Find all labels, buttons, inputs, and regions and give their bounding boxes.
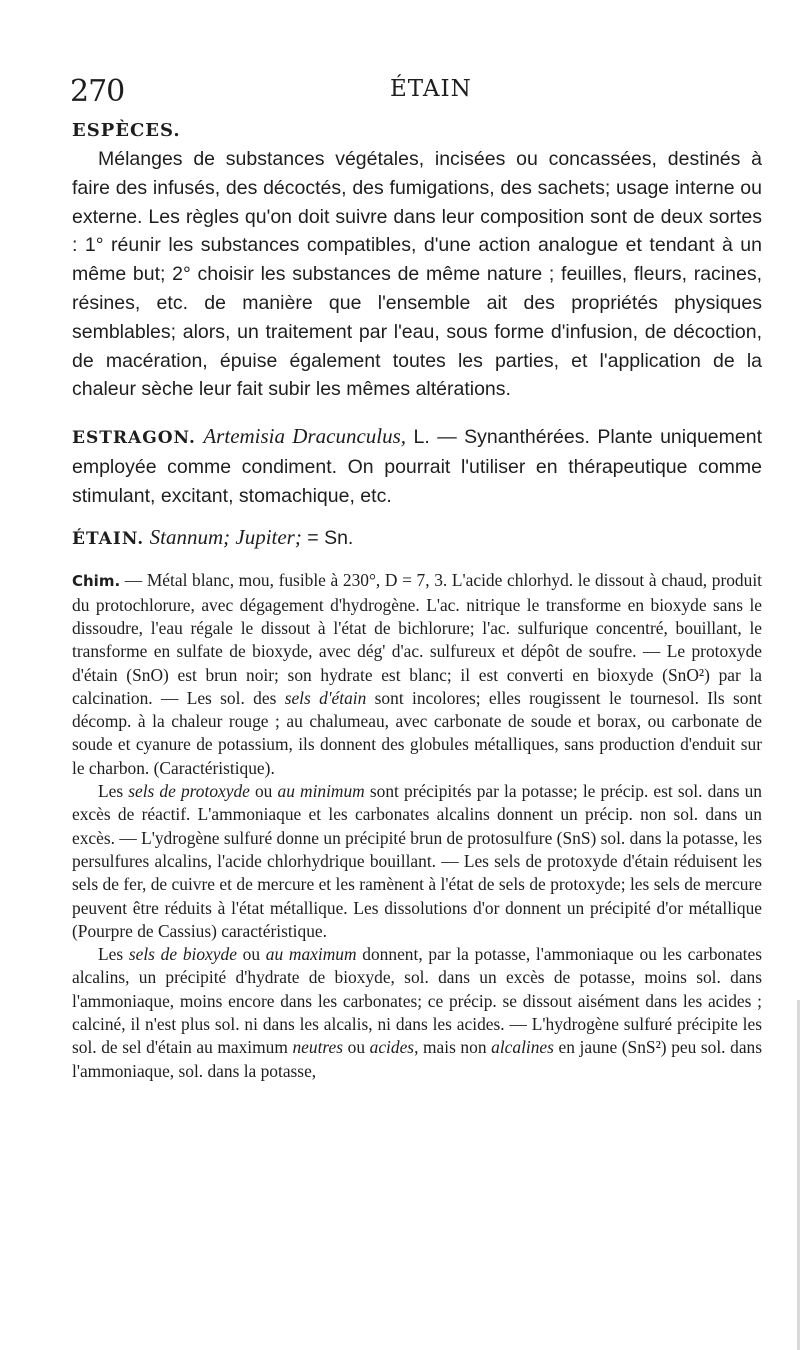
especes-text: Mélanges de substances végétales, incisées ou concassées, destinés à faire des infusés, des décoctés, des fumigations, des sachets; usage interne ou externe. Les règles qu'on doit suivre dans leur composition sont de deux sortes : 1° réunir les substances compatibles, d'une action analogue et tendant à un même but; 2° choisir les substances de même nature ; feuilles, fleurs, racines, résines, etc. de manière que l'ensemble ait des propriétés physiques semblables; alors, un traitement par l'eau, sous forme d'infusion, de décoction, de macération, épuise également toutes les parties, et l'application de la chaleur sèche leur fait subir les mêmes altérations. [72, 148, 762, 401]
p2-mid: ou [249, 781, 278, 802]
p3-start: Les [98, 944, 129, 965]
p2-rest: sont précipités par la potasse; le précip. est sol. dans un excès de réactif. L'ammoniaque et les carbonates alcalins donnent un précip. non sol. dans un excès. — L'ydrogène sulfuré donne un précipité brun de protosulfure (SnS) sol. dans la potasse, les persulfures alcalins, l'acide chlorhydrique bouillant. — Les sels de protoxyde d'étain réduisent les sels de fer, de cuivre et de mercure et les ramènent à l'état de sels de protoxyde; les sels de mercure peuvent être réduits à l'état métallique. Les dissolutions d'or donnent un précipité d'or métallique (Pourpre de Cassius) caractéristique. [72, 781, 762, 941]
page-content [72, 120, 762, 1083]
page-header [70, 74, 750, 114]
chim-ital-sels-etain: sels d'étain [284, 687, 367, 708]
estragon-entry [72, 422, 762, 510]
estragon-text: L. — Synanthérées. Plante uniquement employée comme condiment. On pourrait l'utiliser en thérapeutique comme stimulant, excitant, stomachique, etc. [72, 426, 762, 507]
page-number: 270 [70, 74, 125, 109]
especes-heading: ESPÈCES. [72, 120, 181, 141]
p3-or: ou [343, 1037, 370, 1058]
p3-ital-neutres: neutres [292, 1037, 344, 1058]
p3-ital-maximum: au maximum [265, 944, 357, 965]
p3-ital-alcalines: alcalines [491, 1037, 554, 1058]
chim-label: Chim. [72, 572, 121, 591]
p3-ital-acides: acides [369, 1037, 415, 1058]
chim-paragraph-1 [72, 569, 762, 780]
p3-rest: donnent, par la potasse, l'ammoniaque ou les carbonates alcalins, un précipité d'hydrate de bioxyde, sol. dans un excès de potasse, moins sol. dans l'ammoniaque, moins encore dans les carbonates; ce précip. se dissout aisément dans les acides ; calciné, il n'est plus sol. ni dans les alcalis, ni dans les acides. — L'hydrogène sulfuré précipite les sol. de sel d'étain au maximum [72, 944, 762, 1058]
especes-paragraph [72, 145, 762, 404]
p3-ital-bioxyde: sels de bioxyde [128, 944, 237, 965]
etain-entry [72, 523, 762, 554]
p2-ital-protoxyde: sels de protoxyde [128, 781, 250, 802]
chim-paragraph-3 [72, 943, 762, 1083]
p3-mid2: , mais non [414, 1037, 492, 1058]
p2-ital-minimum: au minimum [277, 781, 365, 802]
etain-heading: ÉTAIN. [72, 528, 145, 549]
running-title: ÉTAIN [390, 76, 472, 102]
p3-end: en jaune (SnS²) peu sol. dans l'ammoniaque, sol. dans la potasse, [72, 1037, 763, 1081]
estragon-latin: Artemisia Dracunculus, [203, 424, 407, 449]
chim-text-1: — Métal blanc, mou, fusible à 230°, D = 7, 3. L'acide chlorhyd. le dissout à chaud, produit du protochlorure, avec dégagement d'hydrogène. L'ac. nitrique le transforme en bioxyde sans le dissoudre, l'eau régale le dissout à l'état de bichlorure; l'ac. sulfurique concentré, bouillant, le transforme en sulfate de bioxyde, avec dég' d'ac. sulfureux et dépôt de soufre. — Le protoxyde d'étain (SnO) est brun noir; son hydrate est blanc; il est converti en bioxyde (SnO²) par la calcination. — Les sol. des [72, 570, 762, 708]
etain-latin: Stannum; Jupiter; [149, 524, 302, 549]
chim-text-1-end: sont incolores; elles rougissent le tournesol. Ils sont décomp. à la chaleur rouge ; au chalumeau, avec carbonate de soude et borax, ou carbonate de soude et cyanure de potassium, ils donnent des globules métalliques, sans production d'enduit sur le charbon. (Caractéristique). [72, 687, 762, 778]
etain-symbol: = Sn. [301, 526, 354, 549]
estragon-heading: ESTRAGON. [72, 428, 196, 449]
p3-mid: ou [236, 944, 266, 965]
p2-start: Les [98, 781, 129, 802]
chim-paragraph-2 [72, 780, 762, 943]
